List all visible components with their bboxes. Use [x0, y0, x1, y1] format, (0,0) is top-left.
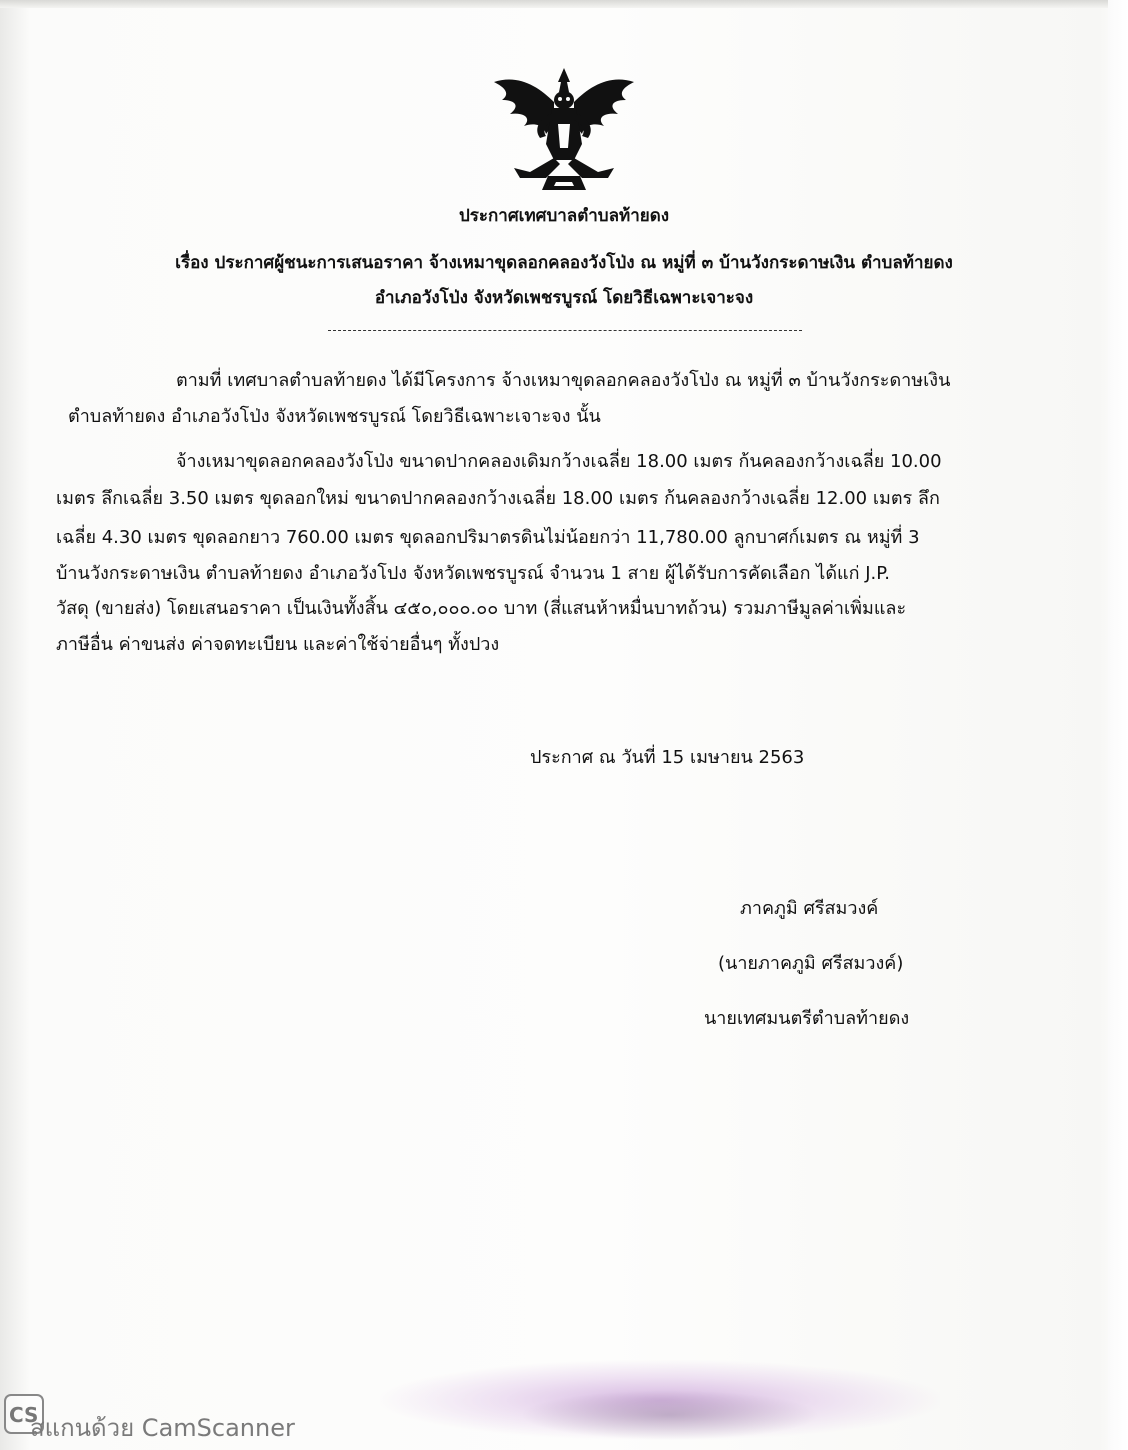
- body-line: เฉลี่ย 4.30 เมตร ขุดลอกยาว 760.00 เมตร ขุดลอกปริมาตรดินไม่น้อยกว่า 11,780.00 ลูกบาศก์เมตร ณ หมู่ที่ 3: [56, 527, 920, 548]
- body-line: ภาษีอื่น ค่าขนส่ง ค่าจดทะเบียน และค่าใช้จ่ายอื่นๆ ทั้งปวง: [56, 634, 500, 655]
- camscanner-logo-text: CS: [9, 1403, 39, 1427]
- announcement-subject-line-2: อำเภอวังโป่ง จังหวัดเพชรบูรณ์ โดยวิธีเฉพาะเจาะจง: [374, 288, 754, 308]
- dashed-divider: [328, 330, 802, 331]
- scan-edge-top: [0, 0, 1128, 8]
- signature-name: ภาคภูมิ ศรีสมวงค์: [740, 898, 879, 919]
- scan-edge-right: [1108, 0, 1128, 1450]
- signatory-position: นายเทศมนตรีตำบลท้ายดง: [704, 1008, 910, 1029]
- body-line: ตามที่ เทศบาลตำบลท้ายดง ได้มีโครงการ จ้างเหมาขุดลอกคลองวังโป่ง ณ หมู่ที่ ๓ บ้านวังกระดาษเงิน: [176, 370, 951, 391]
- body-line: บ้านวังกระดาษเงิน ตำบลท้ายดง อำเภอวังโปง จังหวัดเพชรบูรณ์ จำนวน 1 สาย ผู้ได้รับการคัดเลือก ได้แก่ J.P.: [56, 563, 891, 584]
- body-line: จ้างเหมาขุดลอกคลองวังโป่ง ขนาดปากคลองเดิมกว้างเฉลี่ย 18.00 เมตร ก้นคลองกว้างเฉลี่ย 10.00: [176, 451, 942, 472]
- signatory-printed-name: (นายภาคภูมิ ศรีสมวงค์): [718, 953, 904, 974]
- camscanner-watermark: สแกนด้วย CamScanner: [30, 1414, 295, 1442]
- announcement-date: ประกาศ ณ วันที่ 15 เมษายน 2563: [530, 747, 805, 768]
- body-line: เมตร ลึกเฉลี่ย 3.50 เมตร ขุดลอกใหม่ ขนาดปากคลองกว้างเฉลี่ย 18.00 เมตร ก้นคลองกว้างเฉลี่ย 12.00 เมตร ลึก: [56, 488, 940, 509]
- announcement-subject-line-1: เรื่อง ประกาศผู้ชนะการเสนอราคา จ้างเหมาขุดลอกคลองวังโป่ง ณ หมู่ที่ ๓ บ้านวังกระดาษเงิน ตำบลท้ายดง: [175, 253, 953, 273]
- body-line: ตำบลท้ายดง อำเภอวังโป่ง จังหวัดเพชรบูรณ์ โดยวิธีเฉพาะเจาะจง นั้น: [68, 406, 601, 427]
- announcement-title: ประกาศเทศบาลตำบลท้ายดง: [458, 206, 670, 226]
- garuda-emblem-icon: [490, 64, 638, 196]
- body-line: วัสดุ (ขายส่ง) โดยเสนอราคา เป็นเงินทั้งสิ้น ๔๕๐,๐๐๐.๐๐ บาท (สี่แสนห้าหมื่นบาทถ้วน) รวมภาษีมูลค่าเพิ่มและ: [56, 598, 907, 619]
- scan-smudge-dark: [520, 1390, 820, 1440]
